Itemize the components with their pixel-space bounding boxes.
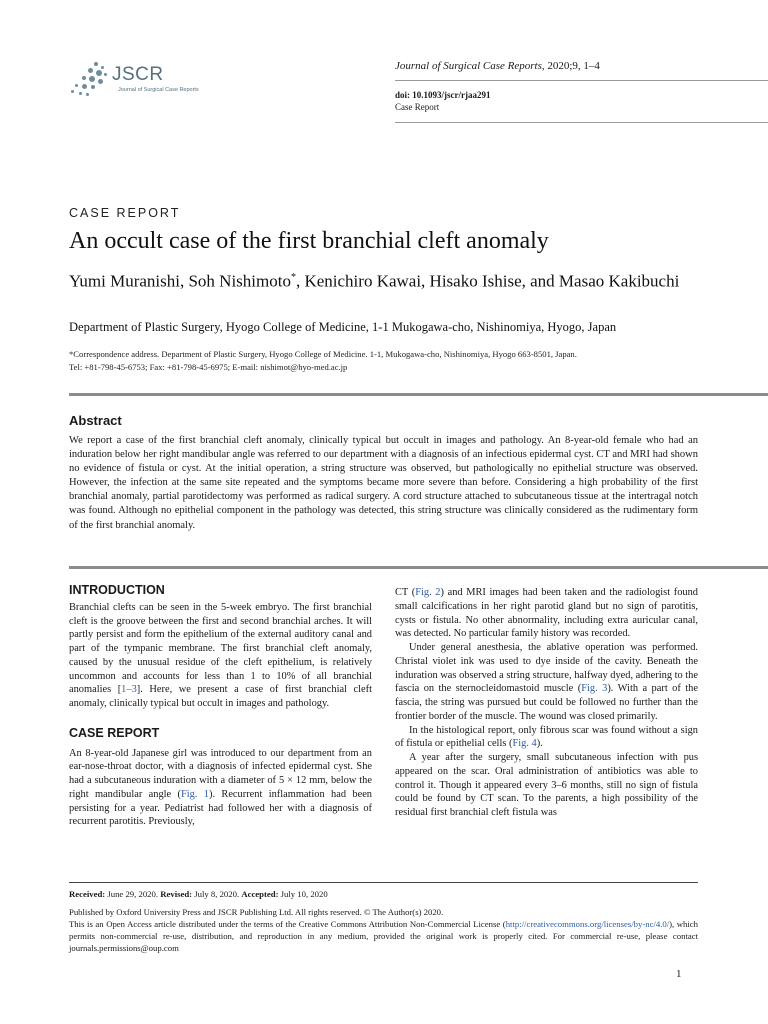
article-title: An occult case of the first branchial cleft anomaly	[69, 228, 549, 254]
jscr-logo	[68, 58, 208, 104]
paragraph-text: Branchial clefts can be seen in the 5-week embryo. The first branchial cleft is the groove between the first and second branchial arches. It will partly persist and form the epithelium of the external auditory canal and part of the tympanic membrane. The first branchial cleft anomaly, caused by the unusual residue of the cleft epithelium, is relatively uncommon and accounts for less than 1 to 10% of all branchial anomalies [	[69, 601, 372, 696]
citation-link[interactable]: 1–3	[121, 684, 137, 696]
case-paragraph	[69, 747, 372, 830]
received-date: June 29, 2020.	[105, 889, 161, 899]
doi[interactable]: doi: 10.1093/jscr/rjaa291	[395, 90, 491, 100]
abstract-text: We report a case of the first branchial cleft anomaly, clinically typical but occult in images and pathology. An 8-year-old female who had an induration below her right mandibular angle was referred to our department with a diagnosis of an infectious epidermal cyst. CT and MRI had shown no evidence of fistula or cyst. At the initial operation, a string structure was observed, but pathologically no epithelial structure was observed. However, the infection at the same site repeated and the symptoms became more severe than before. Considering a high probability of the first branchial anomaly, partial parotidectomy was performed as radical surgery. A cord structure attached to subcutaneous tissue at the intertragal notch was found. Although no epithelial component in the pathology was detected, this string structure was clinically considered as the rudimentary form of the first branchial anomaly.	[69, 435, 698, 531]
left-column	[69, 584, 372, 829]
paragraph-text: ) and MRI images had been taken and the radiologist found small calcifications in her right parotid gland but no sign of parotitis, cysts or fistula. No other abnormality, including extra auricular canal, was detected. No particular family history was recorded.	[395, 587, 698, 640]
right-column	[395, 586, 698, 820]
revised-date: July 8, 2020.	[192, 889, 242, 899]
journal-name: Journal of Surgical Case Reports	[395, 60, 542, 72]
paragraph-text: CT (	[395, 587, 416, 598]
footer-divider	[69, 882, 698, 883]
body-divider	[69, 566, 768, 569]
logo-subtitle: Journal of Surgical Case Reports	[118, 87, 199, 93]
section-label: CASE REPORT	[69, 206, 181, 220]
figure-link[interactable]: Fig. 2	[415, 587, 441, 598]
case-paragraph	[395, 586, 698, 641]
figure-link[interactable]: Fig. 3	[581, 683, 608, 695]
footer	[69, 888, 698, 954]
paragraph-text: ). Recurrent inflammation had been persisting for a year. Pediatrist had followed her with a diagnosis of recurrent parotitis. Previously,	[69, 788, 373, 828]
revised-label: Revised:	[160, 889, 193, 899]
case-paragraph	[395, 641, 698, 724]
publisher-notice: Published by Oxford University Press and JSCR Publishing Ltd. All rights reserved. © The Author(s) 2020.	[69, 907, 444, 917]
accepted-date: July 10, 2020	[278, 889, 328, 899]
paragraph-text: Under general anesthesia, the ablative operation was performed. Christal violet ink was used to dye inside of the cavity. Beneath the induration was observed a string structure, halfway dyed, adhering to the fascia on the sternocleidomastoid muscle (	[395, 642, 698, 695]
header-divider	[395, 122, 768, 123]
license-notice	[69, 918, 698, 954]
paragraph-text: ).	[536, 738, 543, 750]
authors-text: , Kenichiro Kawai, Hisako Ishise, and Masao Kakibuchi	[295, 271, 680, 291]
corresponding-mark: *	[290, 272, 296, 283]
case-paragraph: A year after the surgery, small subcutaneous infection with pus appeared on the scar. Oral administration of antibiotics was able to control it. Though it appeared every 3–6 months, still no sign of fistula could be found by CT scan. To the parents, a high possibility of the residual first branchial cleft fistula was	[395, 752, 698, 818]
article-type: Case Report	[395, 102, 440, 112]
paragraph-text: ). With a part of the fascia, the string was pursued but could be followed no further than the frontier border of the muscle. The wound was closed primarily.	[395, 683, 698, 722]
figure-link[interactable]: Fig. 1	[180, 788, 209, 800]
abstract-divider	[69, 393, 768, 396]
paragraph-text: In the histological report, only fibrous scar was found without a sign of fistula or epithelial cells (	[395, 724, 698, 750]
journal-volume: , 2020;9, 1–4	[541, 60, 600, 72]
license-link[interactable]: http://creativecommons.org/licenses/by-nc/4.0/	[505, 919, 670, 929]
correspondence-contact: Tel: +81-798-45-6753; Fax: +81-798-45-6975; E-mail: nishimot@hyo-med.ac.jp	[69, 361, 348, 372]
article-dates	[69, 888, 698, 900]
correspondence-address: *Correspondence address. Department of Plastic Surgery, Hyogo College of Medicine. 1-1, Mukogawa-cho, Nishinomiya, Hyogo 663-8501, Japan.	[69, 349, 577, 359]
author-list	[69, 268, 689, 292]
license-text: ), which permits non-commercial re-use, distribution, and reproduction in any medium, provided the original work is properly cited. For commercial re-use, please contact journals.permissions@oup.com	[69, 919, 699, 953]
received-label: Received:	[69, 889, 106, 899]
header-divider	[395, 80, 768, 81]
paragraph-text: An 8-year-old Japanese girl was introduced to our department from an ear-nose-throat doctor, with a diagnosis of infected epidermal cyst. She had a subcutaneous induration with a diameter of 5 × 12 mm, below the right mandibular angle (	[69, 747, 372, 800]
paragraph-text: ]. Here, we present a case of first branchial cleft anomaly, clinically typical but occult in images and pathology.	[69, 684, 372, 709]
logo-wordmark: JSCR	[112, 64, 164, 85]
page-number: 1	[676, 968, 682, 980]
affiliation: Department of Plastic Surgery, Hyogo College of Medicine, 1-1 Mukogawa-cho, Nishinomiya, Hyogo, Japan	[69, 320, 617, 334]
figure-link[interactable]: Fig. 4	[512, 738, 537, 750]
journal-citation	[395, 60, 600, 72]
accepted-label: Accepted:	[241, 889, 279, 899]
authors-text: Yumi Muranishi, Soh Nishimoto	[69, 271, 291, 291]
case-report-heading: CASE REPORT	[69, 725, 160, 740]
correspondence	[69, 348, 709, 373]
case-paragraph	[395, 724, 698, 752]
intro-heading: INTRODUCTION	[69, 583, 165, 597]
license-text: This is an Open Access article distributed under the terms of the Creative Commons Attribution Non-Commercial License (	[69, 919, 506, 929]
intro-paragraph	[69, 601, 372, 711]
abstract-heading: Abstract	[69, 413, 122, 428]
